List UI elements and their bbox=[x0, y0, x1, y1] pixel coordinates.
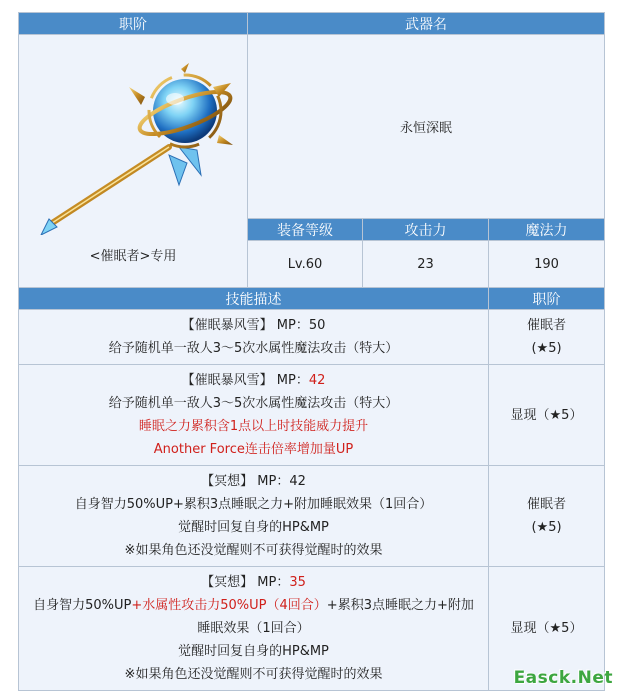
attack-value: 23 bbox=[363, 241, 489, 288]
skill-description bbox=[19, 365, 489, 466]
staff-weapon-icon bbox=[19, 35, 248, 235]
skill-title: 【冥想】 MP：42 bbox=[201, 474, 306, 489]
weapon-info-card bbox=[18, 12, 604, 691]
skill-title: 【冥想】 MP：35 bbox=[201, 575, 306, 590]
skill-desc-header: 技能描述 bbox=[19, 288, 489, 310]
skill-description bbox=[19, 310, 489, 365]
weapon-table bbox=[18, 12, 605, 691]
magic-header: 魔法力 bbox=[489, 219, 605, 241]
skill-line: 给予随机单一敌人3～5次水属性魔法攻击（特大） bbox=[108, 341, 399, 356]
skill-class-name: 显现（★5） bbox=[510, 407, 583, 423]
class-header: 职阶 bbox=[19, 13, 248, 35]
skill-line-highlight: Another Force连击倍率增加量UP bbox=[153, 442, 354, 457]
level-value: Lv.60 bbox=[248, 241, 363, 288]
skill-mp: 50 bbox=[308, 318, 326, 333]
skill-line: 自身智力50%UP+累积3点睡眠之力+附加睡眠效果（1回合） bbox=[74, 497, 433, 512]
skill-line: ※如果角色还没觉醒则不可获得觉醒时的效果 bbox=[124, 667, 383, 682]
skill-line: 觉醒时回复自身的HP&MP bbox=[178, 644, 329, 659]
magic-value: 190 bbox=[489, 241, 605, 288]
skill-class-name: 催眠者 bbox=[527, 497, 567, 512]
skill-mp: 35 bbox=[289, 575, 306, 590]
skill-title: 【催眠暴风雪】 MP：42 bbox=[181, 373, 326, 388]
skill-class-name: 催眠者 bbox=[527, 318, 567, 333]
skill-line: 觉醒时回复自身的HP&MP bbox=[178, 520, 329, 535]
attack-header: 攻击力 bbox=[363, 219, 489, 241]
skill-line-highlight: 睡眠之力累积含1点以上时技能威力提升 bbox=[138, 419, 369, 434]
weapon-class-restriction: <催眠者>专用 bbox=[89, 249, 177, 264]
weapon-image-cell bbox=[19, 35, 248, 288]
skill-line: 自身智力50%UP+水属性攻击力50%UP（4回合）+累积3点睡眠之力+附加 bbox=[33, 598, 474, 613]
skill-class-header: 职阶 bbox=[489, 288, 605, 310]
level-header: 装备等级 bbox=[248, 219, 363, 241]
skill-line: 给予随机单一敌人3～5次水属性魔法攻击（特大） bbox=[108, 396, 399, 411]
skill-class-name: 显现（★5） bbox=[510, 621, 583, 636]
skill-class bbox=[489, 365, 605, 466]
skill-description bbox=[19, 567, 489, 691]
weapon-image bbox=[19, 35, 247, 235]
weapon-name: 永恒深眠 bbox=[248, 35, 605, 219]
skill-title: 【催眠暴风雪】 MP：50 bbox=[181, 318, 326, 333]
skill-line: 睡眠效果（1回合） bbox=[197, 621, 310, 636]
weapon-name-header: 武器名 bbox=[248, 13, 605, 35]
skill-class bbox=[489, 466, 605, 567]
skill-class-star: (★5) bbox=[531, 341, 562, 356]
skill-mp: 42 bbox=[308, 373, 326, 388]
skill-mp: 42 bbox=[289, 474, 306, 489]
skill-description bbox=[19, 466, 489, 567]
skill-class-star: (★5) bbox=[531, 520, 562, 535]
skill-line: ※如果角色还没觉醒则不可获得觉醒时的效果 bbox=[124, 543, 383, 558]
site-watermark: Easck.Net bbox=[513, 668, 613, 688]
skill-class bbox=[489, 310, 605, 365]
